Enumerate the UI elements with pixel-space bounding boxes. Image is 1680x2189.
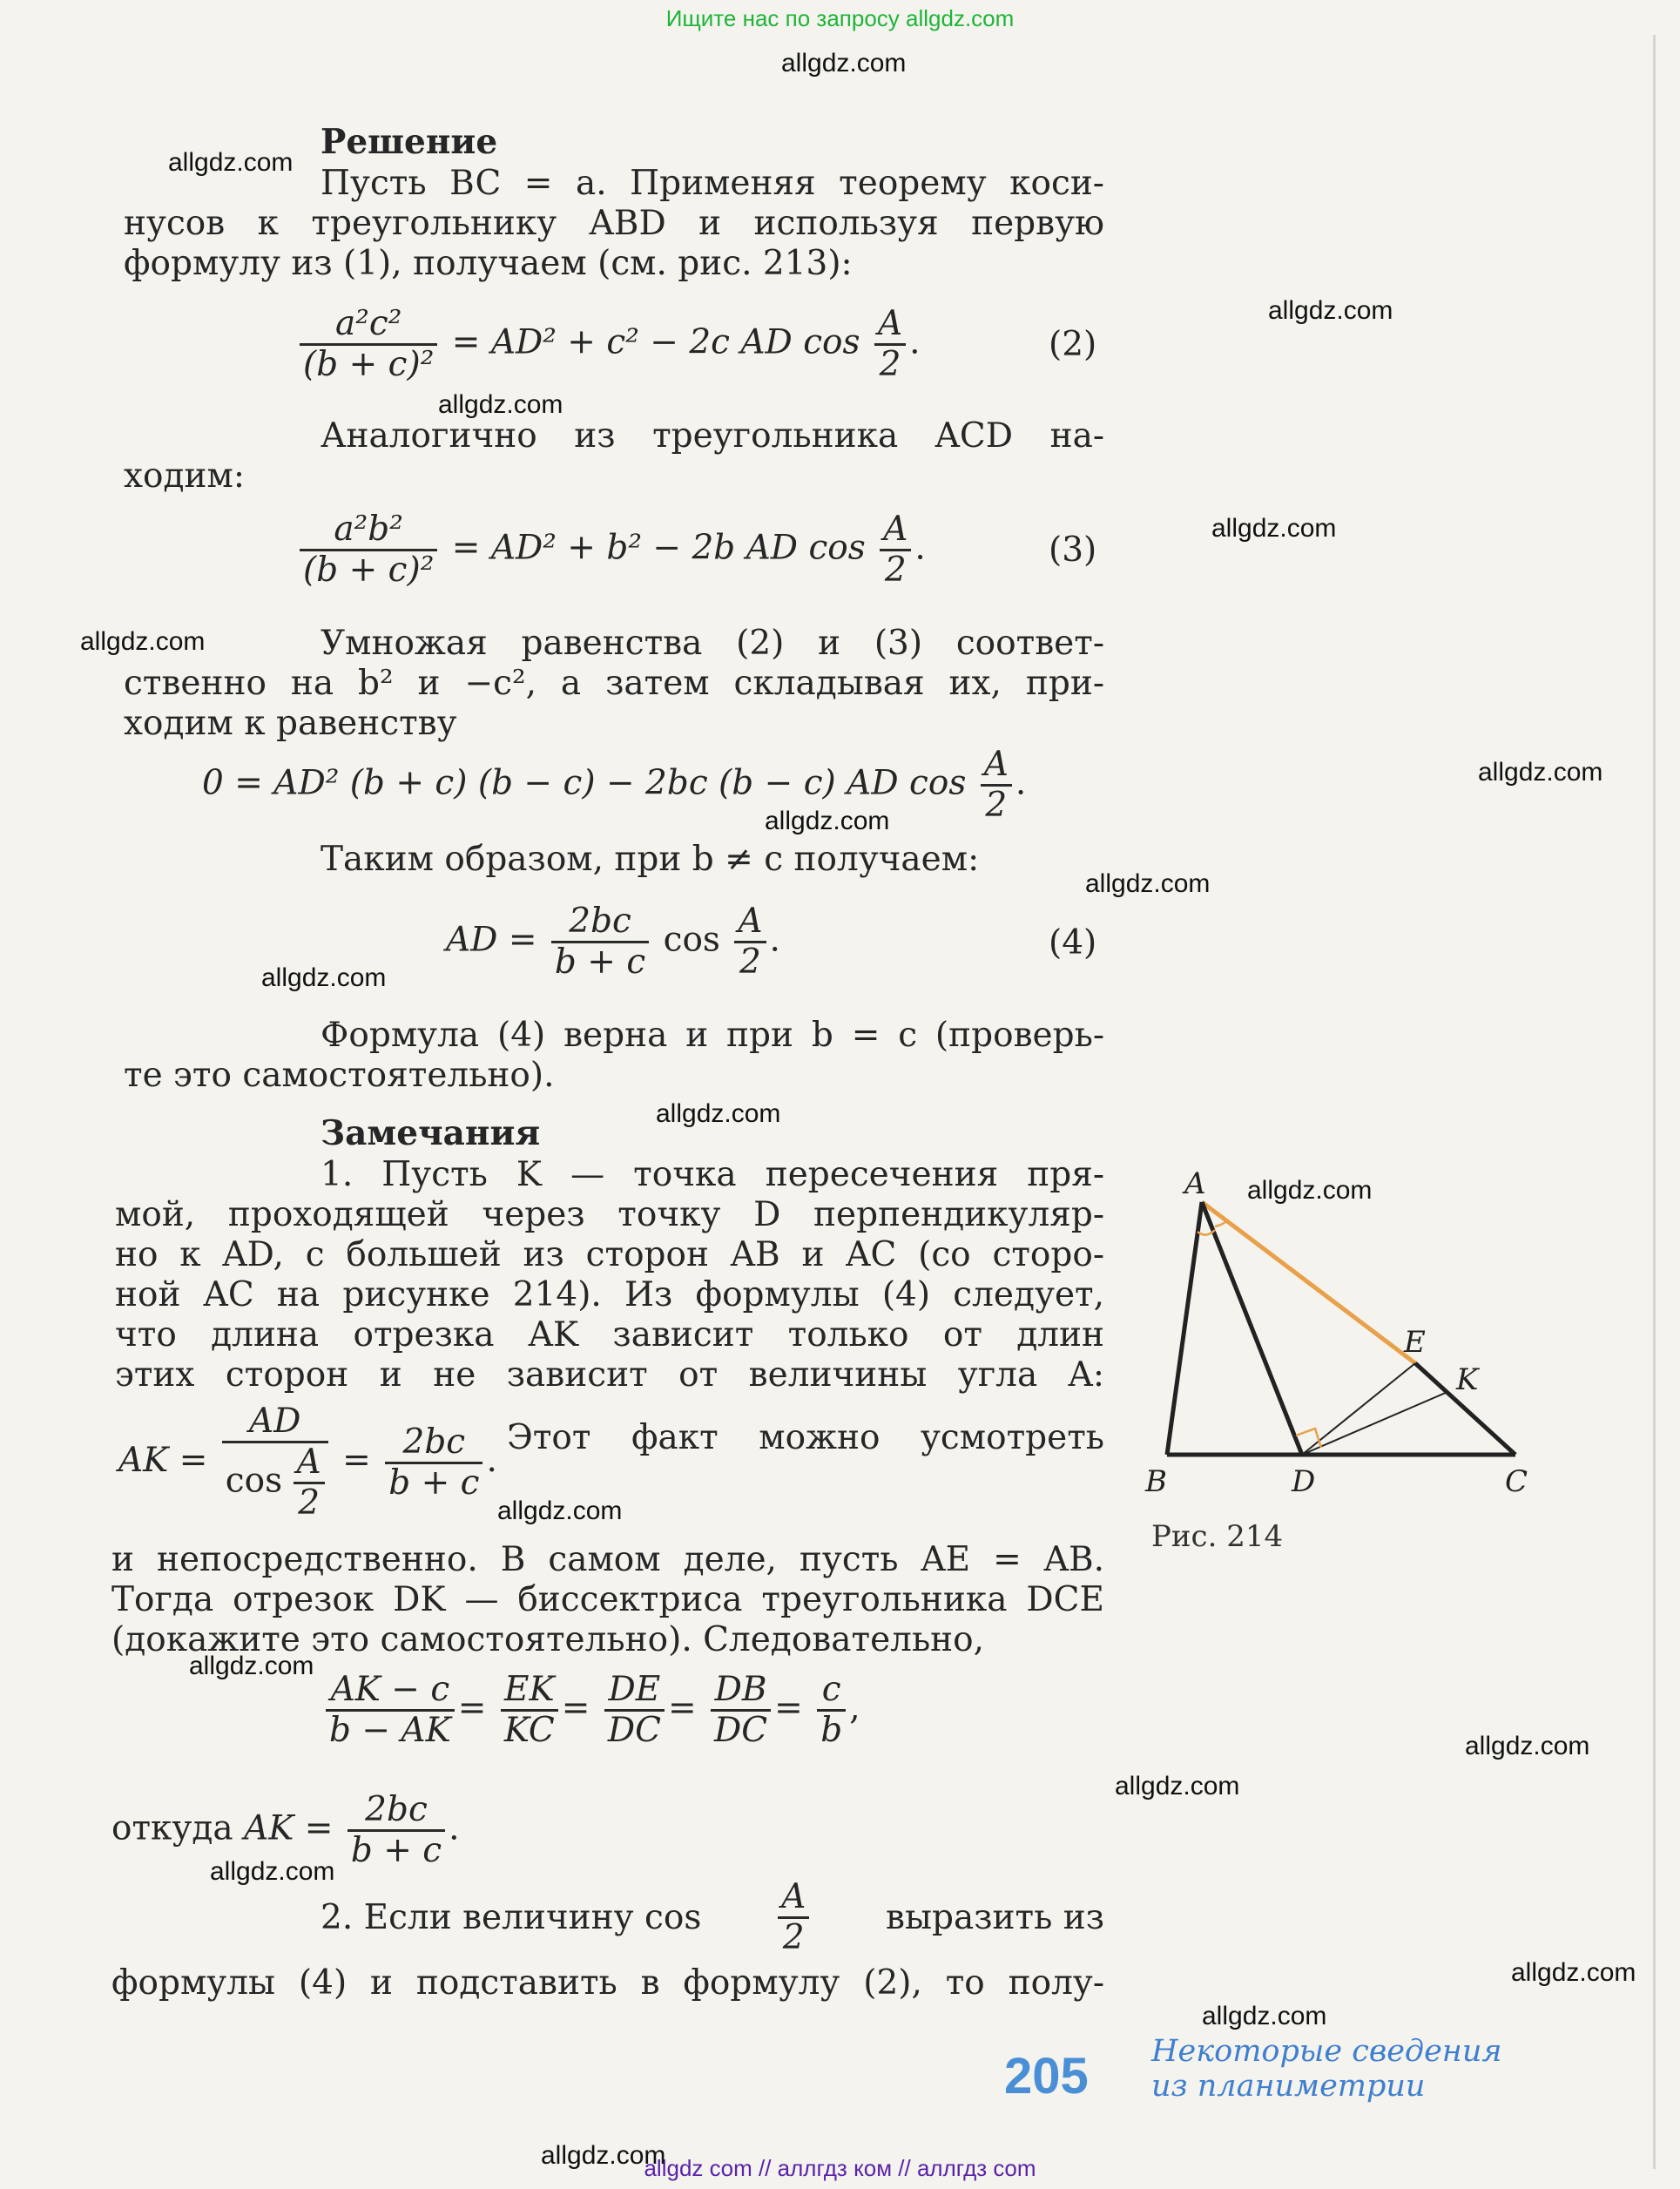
paragraph-6-line-1: 1. Пусть K — точка пересечения пря- [320, 1155, 1104, 1194]
watermark: allgdz.com [1268, 296, 1393, 325]
label-d: D [1292, 1464, 1316, 1499]
watermark: allgdz.com [1478, 758, 1603, 787]
watermark: allgdz.com [168, 148, 293, 177]
paragraph-1-line-3: формулу из (1), получаем (см. рис. 213): [124, 244, 853, 283]
label-c: C [1505, 1464, 1528, 1499]
paragraph-5-line-1: Формула (4) верна и при b = c (проверь- [320, 1016, 1104, 1055]
watermark: allgdz.com [189, 1652, 314, 1680]
watermark: allgdz.com [541, 2141, 666, 2170]
paragraph-2-line-1: Аналогично из треугольника ACD на- [320, 416, 1104, 456]
figure-caption: Рис. 214 [1151, 1519, 1284, 1554]
paragraph-7-line-2: Тогда отрезок DK — биссектриса треугольника DCE [111, 1580, 1104, 1619]
watermark: allgdz.com [497, 1496, 623, 1525]
paragraph-2-line-2: ходим: [124, 456, 245, 496]
top-banner[interactable]: Ищите нас по запросу allgdz.com [665, 5, 1015, 31]
bottom-banner[interactable]: allgdz com // аллгдз ком // аллгдз com [644, 2155, 1036, 2181]
label-k: K [1456, 1362, 1479, 1397]
watermark: allgdz.com [1247, 1176, 1373, 1205]
paragraph-3-line-2: ственно на b² и −c², а затем складывая их, при- [124, 664, 1104, 703]
watermark: allgdz.com [261, 963, 387, 992]
watermark: allgdz.com [1511, 1958, 1636, 1987]
equation-3-number: (3) [1049, 530, 1097, 570]
paragraph-6-line-6: этих сторон и не зависит от величины угла A: [115, 1355, 1104, 1395]
equation-chain: $\frac{AK - c}{b - AK}$ = $\frac{EK}{KC}$ = $\frac{DE}{DC}$ = $\frac{DB}{DC}$ = $\frac{c}{b}$ , [322, 1671, 860, 1750]
watermark: allgdz.com [1115, 1772, 1240, 1801]
equation-4-number: (4) [1049, 923, 1097, 963]
paragraph-3-line-3: ходим к равенству [124, 704, 457, 743]
heading-solution: Решение [320, 122, 498, 162]
equation-zero: 0 = AD² (b + c) (b − c) − 2bc (b − c) AD cos $\frac{A}{2}$ . [202, 745, 1027, 825]
paragraph-6-line-4: ной AC на рисунке 214). Из формулы (4) следует, [115, 1275, 1104, 1314]
section-title-line-1: Некоторые сведения [1151, 2034, 1502, 2069]
heading-remarks: Замечания [320, 1113, 541, 1153]
equation-4: AD = $\frac{2bc}{b + c}$ cos $\frac{A}{2}$ . [446, 902, 780, 982]
watermark: allgdz.com [781, 49, 907, 78]
paragraph-6-line-3: но к AD, с большей из сторон AB и AC (со сторо- [115, 1235, 1104, 1274]
paragraph-1-line-1: Пусть BC = a. Применяя теорему коси- [320, 164, 1104, 203]
label-e: E [1404, 1325, 1426, 1360]
paragraph-7-line-3: (докажите это самостоятельно). Следовательно, [111, 1620, 985, 1659]
watermark: allgdz.com [765, 807, 890, 835]
paragraph-7-line-1: и непосредственно. В самом деле, пусть AE = AB. [111, 1540, 1104, 1579]
paragraph-6-line-5: что длина отрезка AK зависит только от длин [115, 1315, 1104, 1355]
watermark: allgdz.com [656, 1099, 781, 1128]
equation-2: $\frac{\text{a²c²}}{\text{(b + c)²}}$ = AD² + c² − 2c AD cos $\frac{A}{2}$ . [296, 305, 921, 384]
watermark: allgdz.com [1085, 869, 1211, 898]
page-edge-right [1653, 35, 1656, 2169]
paragraph-4: Таким образом, при b ≠ c получаем: [320, 840, 980, 879]
watermark: allgdz.com [1211, 514, 1337, 543]
paragraph-3-line-1: Умножая равенства (2) и (3) соответ- [320, 624, 1104, 663]
equation-final: откуда AK = $\frac{2bc}{b + c}$ . [111, 1790, 460, 1870]
paragraph-1-line-2: нусов к треугольнику ABD и используя первую [124, 204, 1104, 243]
paragraph-6-line-2: мой, проходящей через точку D перпендикуляр- [115, 1195, 1104, 1234]
equation-ak: AK = AD cos $\frac{A}{2}$ = $\frac{2bc}{b + c}$ . [118, 1402, 497, 1523]
section-title-line-2: из планиметрии [1151, 2069, 1426, 2104]
page-number: 205 [1004, 2048, 1089, 2105]
watermark: allgdz.com [210, 1857, 335, 1886]
equation-2-number: (2) [1049, 325, 1097, 364]
equation-3: $\frac{\text{a²b²}}{\text{(b + c)²}}$ = AD² + b² − 2b AD cos $\frac{A}{2}$ . [296, 510, 926, 590]
label-a: A [1184, 1166, 1206, 1201]
label-b: B [1145, 1464, 1167, 1499]
watermark: allgdz.com [438, 390, 563, 419]
watermark: allgdz.com [1465, 1732, 1590, 1760]
figure-214 [1132, 1159, 1533, 1524]
watermark: allgdz.com [80, 627, 206, 656]
equation-ak-text: Этот факт можно усмотреть [507, 1418, 1104, 1457]
paragraph-10: формулы (4) и подставить в формулу (2), то полу- [111, 1963, 1104, 2003]
watermark: allgdz.com [1202, 2002, 1327, 2030]
paragraph-5-line-2: те это самостоятельно). [124, 1056, 555, 1095]
paragraph-9-line-1: 2. Если величину cos $\frac{A}{2}$ выразить из [320, 1877, 1104, 1957]
segment-ab [1167, 1202, 1202, 1455]
segment-dk [1302, 1392, 1447, 1455]
